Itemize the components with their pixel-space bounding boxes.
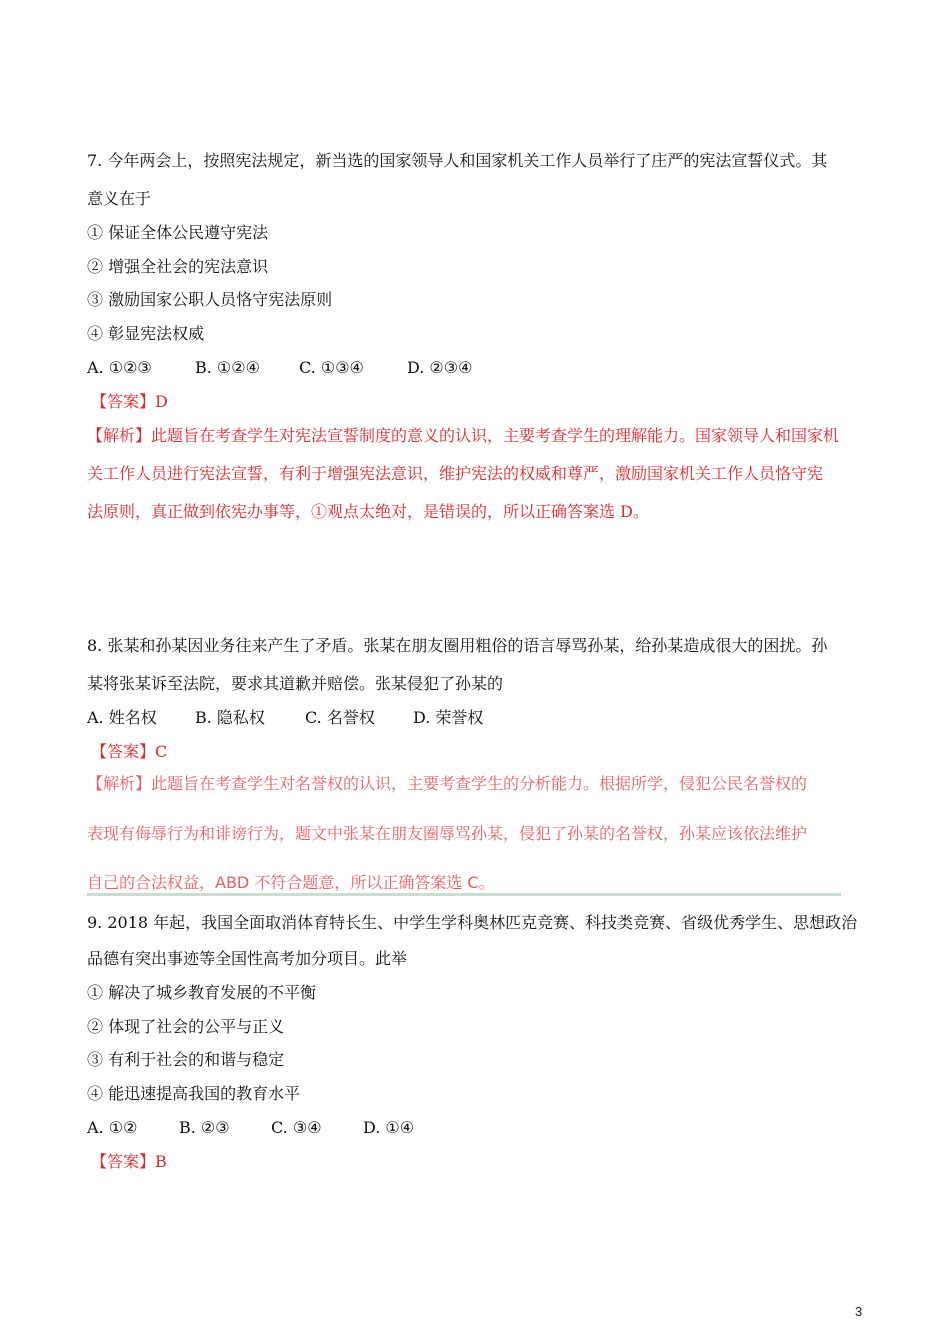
q9-option-a: A. ①② bbox=[87, 1118, 138, 1137]
page-number: 3 bbox=[855, 1304, 863, 1319]
q7-option-d: D. ②③④ bbox=[407, 358, 473, 377]
q9-stem-line-1: 9. 2018 年起，我国全面取消体育特长生、中学生学科奥林匹克竞赛、科技类竞赛、省级优秀学生、思想政治 bbox=[87, 913, 858, 932]
q8-option-a: A. 姓名权 bbox=[87, 708, 157, 727]
q9-answer-value: B bbox=[155, 1152, 167, 1171]
q8-option-b: B. 隐私权 bbox=[195, 708, 265, 727]
q9-option-c: C. ③④ bbox=[271, 1118, 322, 1137]
q7-option-a: A. ①②③ bbox=[87, 358, 152, 377]
q7-analysis-line-2: 关工作人员进行宪法宣誓，有利于增强宪法意识，维护宪法的权威和尊严，激励国家机关工作人员恪守宪 bbox=[87, 464, 824, 483]
q7-stem-line-1: 7. 今年两会上，按照宪法规定，新当选的国家领导人和国家机关工作人员举行了庄严的宪法宣誓仪式。其 bbox=[87, 151, 828, 170]
q9-item-3: ③ 有利于社会的和谐与稳定 bbox=[87, 1050, 285, 1069]
q9-item-1: ① 解决了城乡教育发展的不平衡 bbox=[87, 983, 317, 1002]
section-divider bbox=[87, 893, 841, 896]
q7-item-1: ① 保证全体公民遵守宪法 bbox=[87, 223, 269, 242]
q7-option-c: C. ①③④ bbox=[299, 358, 364, 377]
q8-answer bbox=[91, 741, 167, 763]
q9-item-2: ② 体现了社会的公平与正义 bbox=[87, 1017, 285, 1036]
q7-answer bbox=[91, 391, 168, 413]
q9-stem-line-2: 品德有突出事迹等全国性高考加分项目。此举 bbox=[87, 949, 408, 968]
q9-answer-tag: 【答案】 bbox=[91, 1152, 156, 1171]
q7-analysis-line-1: 【解析】此题旨在考查学生对宪法宣誓制度的意义的认识，主要考查学生的理解能力。国家领导人和国家机 bbox=[87, 426, 840, 445]
q7-option-b: B. ①②④ bbox=[195, 358, 260, 377]
q9-item-4: ④ 能迅速提高我国的教育水平 bbox=[87, 1084, 301, 1103]
q8-option-d: D. 荣誉权 bbox=[413, 708, 484, 727]
q8-answer-value: C bbox=[155, 742, 168, 761]
q9-option-d: D. ①④ bbox=[363, 1118, 415, 1137]
q8-stem-line-1: 8. 张某和孙某因业务往来产生了矛盾。张某在朋友圈用粗俗的语言辱骂孙某，给孙某造成很大的困扰。孙 bbox=[87, 636, 828, 655]
q8-answer-tag: 【答案】 bbox=[91, 742, 156, 761]
q9-answer bbox=[91, 1151, 167, 1173]
q7-item-4: ④ 彰显宪法权威 bbox=[87, 324, 205, 343]
q7-answer-tag: 【答案】 bbox=[91, 392, 156, 411]
q7-analysis-line-3: 法原则，真正做到依宪办事等，①观点太绝对，是错误的，所以正确答案选 D。 bbox=[87, 502, 649, 521]
q7-item-3: ③ 激励国家公职人员恪守宪法原则 bbox=[87, 290, 333, 309]
q8-stem-line-2: 某将张某诉至法院，要求其道歉并赔偿。张某侵犯了孙某的 bbox=[87, 674, 504, 693]
q7-stem-line-2: 意义在于 bbox=[87, 189, 152, 208]
q8-option-c: C. 名誉权 bbox=[305, 708, 375, 727]
q8-analysis-line-1: 【解析】此题旨在考查学生对名誉权的认识，主要考查学生的分析能力。根据所学，侵犯公民名誉权的 bbox=[87, 774, 808, 793]
q7-item-2: ② 增强全社会的宪法意识 bbox=[87, 257, 269, 276]
q7-answer-value: D bbox=[155, 392, 168, 411]
q9-options bbox=[87, 1117, 414, 1139]
q7-options bbox=[87, 357, 472, 379]
q8-analysis-line-2: 表现有侮辱行为和诽谤行为，题文中张某在朋友圈辱骂孙某，侵犯了孙某的名誉权，孙某应该依法维护 bbox=[87, 824, 808, 843]
q8-analysis-line-3: 自己的合法权益，ABD 不符合题意，所以正确答案选 C。 bbox=[87, 873, 495, 892]
q8-options bbox=[87, 707, 483, 729]
q9-option-b: B. ②③ bbox=[179, 1118, 230, 1137]
